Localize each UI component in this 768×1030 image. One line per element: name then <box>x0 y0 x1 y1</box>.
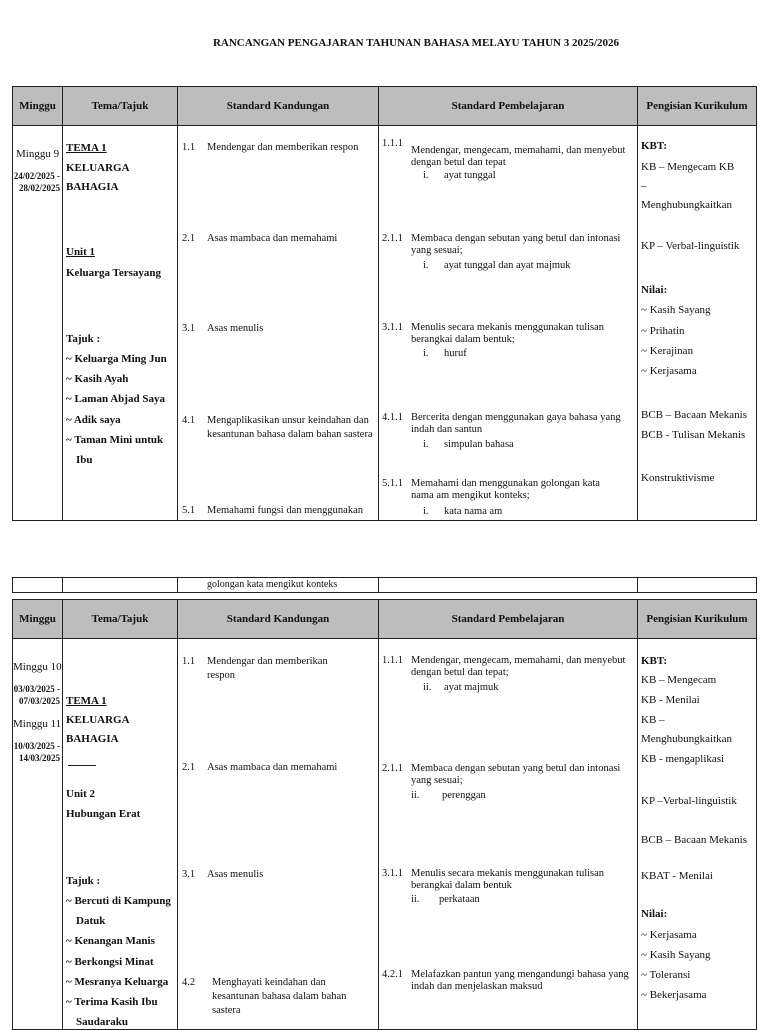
pk-item: Menghubungkaitkan <box>641 199 733 211</box>
plan-table-1 <box>12 86 757 521</box>
week-cell <box>13 639 62 1029</box>
tajuk-item: ~ Taman Mini untuk <box>66 434 164 446</box>
week-date-start: 24/02/2025 - <box>13 171 60 181</box>
theme-cell <box>63 639 177 1029</box>
unit-label: Unit 2 <box>66 788 96 800</box>
unit-name: Keluarga Tersayang <box>66 267 162 279</box>
pk-item: KP –Verbal-linguistik <box>641 795 737 807</box>
pk-cell <box>638 639 756 1029</box>
tajuk-item: Saudaraku <box>76 1016 128 1028</box>
pk-item: ~ Bekerjasama <box>641 989 707 1001</box>
sk-cell: 1.1 Mendengar dan memberikan respon 2.1 Asas mambaca dan memahami 3.1 Asas menulis 4.1 Mengaplikasikan unsur keindahan dan kesantunan bahasa dalam bahan sastera 5.1 Memahami fungsi dan menggunakan <box>182 142 373 516</box>
header-tema: Tema/Tajuk <box>63 600 178 639</box>
tajuk-item: ~ Berkongsi Minat <box>66 956 154 968</box>
tajuk-label: Tajuk : <box>66 333 101 345</box>
tajuk-item: ~ Adik saya <box>66 414 121 426</box>
theme-name-2: BAHAGIA <box>66 181 119 193</box>
week-date-end: 28/02/2025 <box>18 183 60 193</box>
pk-nilai-label: Nilai: <box>641 908 668 920</box>
tajuk-item: ~ Keluarga Ming Jun <box>66 353 167 365</box>
sk-cell: 1.1 Mendengar dan memberikan respon 2.1 Asas mambaca dan memahami 3.1 Asas menulis 4.2 Menghayati keindahan dan kesantunan bahasa dalam bahan sastera <box>182 656 347 1016</box>
continuation-row-table <box>12 577 757 593</box>
header-minggu: Minggu <box>13 600 63 639</box>
divider <box>68 765 96 766</box>
header-minggu: Minggu <box>13 87 63 126</box>
unit-label: Unit 1 <box>66 246 96 258</box>
week-label: Minggu 9 <box>16 148 60 160</box>
theme-label: TEMA 1 <box>66 695 107 707</box>
week-date-end: 07/03/2025 <box>18 696 60 706</box>
week-cell <box>13 126 62 520</box>
week-date-start: 10/03/2025 - <box>13 741 60 751</box>
sp-cell: 1.1.1 Mendengar, mengecam, memahami, dan menyebut dengan betul dan tepat i. ayat tunggal 2.1.1 Membaca dengan sebutan yang betul dan intonasi yang sesuai; i. ayat tunggal dan ayat majmuk 3.1.1 Menulis secara mekanis menggunakan tulisan berangkai dalam bentuk; i. huruf 4.1.1 Bercerita dengan menggunakan gaya bahasa yang indah dan santun i. simpulan bahasa 5.1.1 Memahami dan menggunakan golongan kata nama am mengikut konteks; i. kata nama am <box>382 138 626 517</box>
pk-item: ~ Kerajinan <box>641 345 694 357</box>
header-tema: Tema/Tajuk <box>63 87 178 126</box>
continuation-text: golongan kata mengikut konteks <box>207 579 338 590</box>
week-label: Minggu 10 <box>13 661 62 673</box>
pk-nilai-label: Nilai: <box>641 284 668 296</box>
tajuk-item: ~ Kenangan Manis <box>66 935 155 947</box>
pk-item: BCB – Bacaan Mekanis <box>641 834 748 846</box>
pk-item: Menghubungkaitkan <box>641 733 733 745</box>
pk-item: KP – Verbal-linguistik <box>641 240 740 252</box>
pk-item: KB – <box>641 714 665 726</box>
header-pengisian-kurikulum: Pengisian Kurikulum <box>638 600 757 639</box>
tajuk-item: Datuk <box>76 915 106 927</box>
header-pengisian-kurikulum: Pengisian Kurikulum <box>638 87 757 126</box>
tajuk-item: ~ Terima Kasih Ibu <box>66 996 158 1008</box>
week-date-start: 03/03/2025 - <box>13 684 60 694</box>
pk-item: Konstruktivisme <box>641 472 715 484</box>
pk-cell <box>638 126 756 520</box>
tajuk-item: Ibu <box>76 454 93 466</box>
pk-item: ~ Prihatin <box>641 325 685 337</box>
plan-table-2 <box>12 599 757 1030</box>
theme-cell <box>63 126 177 520</box>
week-label: Minggu 11 <box>13 718 62 730</box>
unit-name: Hubungan Erat <box>66 808 141 820</box>
theme-name-2: BAHAGIA <box>66 733 119 745</box>
pk-item: KBAT - Menilai <box>641 870 713 882</box>
tajuk-item: ~ Mesranya Keluarga <box>66 976 169 988</box>
tajuk-item: ~ Kasih Ayah <box>66 373 129 385</box>
header-standard-pembelajaran: Standard Pembelajaran <box>379 87 638 126</box>
tajuk-label: Tajuk : <box>66 875 101 887</box>
pk-item: – <box>641 180 647 192</box>
tajuk-item: ~ Laman Abjad Saya <box>66 393 165 405</box>
week-date-end: 14/03/2025 <box>18 753 60 763</box>
pk-item: KB – Mengecam <box>641 674 717 686</box>
header-standard-kandungan: Standard Kandungan <box>178 600 379 639</box>
theme-name-1: KELUARGA <box>66 162 130 174</box>
document-title: RANCANGAN PENGAJARAN TAHUNAN BAHASA MELAYU TAHUN 3 2025/2026 <box>212 37 620 49</box>
header-standard-kandungan: Standard Kandungan <box>178 87 379 126</box>
pk-item: ~ Kerjasama <box>641 929 697 941</box>
sp-cell: 1.1.1 Mendengar, mengecam, memahami, dan menyebut dengan betul dan tepat; ii. ayat majmuk 2.1.1 Membaca dengan sebutan yang betul dan intonasi yang sesuai; ii. perenggan 3.1.1 Menulis secara mekanis menggunakan tulisan berangkai dalam bentuk ii. perkataan 4.2.1 Melafazkan pantun yang mengandungi bahasa yang indah dan menjelaskan maksud <box>382 655 629 992</box>
theme-name-1: KELUARGA <box>66 714 130 726</box>
tajuk-item: ~ Bercuti di Kampung <box>66 895 171 907</box>
pk-kbt-label: KBT: <box>641 655 668 667</box>
pk-item: ~ Kasih Sayang <box>641 304 711 316</box>
pk-item: ~ Kasih Sayang <box>641 949 711 961</box>
pk-item: KB - Menilai <box>641 694 700 706</box>
pk-item: ~ Kerjasama <box>641 365 697 377</box>
header-standard-pembelajaran: Standard Pembelajaran <box>379 600 638 639</box>
pk-item: BCB – Bacaan Mekanis <box>641 409 748 421</box>
pk-kbt-label: KBT: <box>641 140 668 152</box>
pk-item: KB - mengaplikasi <box>641 753 725 765</box>
pk-item: KB – Mengecam KB <box>641 161 735 173</box>
pk-item: ~ Toleransi <box>641 969 691 981</box>
pk-item: BCB - Tulisan Mekanis <box>641 429 746 441</box>
theme-label: TEMA 1 <box>66 142 107 154</box>
